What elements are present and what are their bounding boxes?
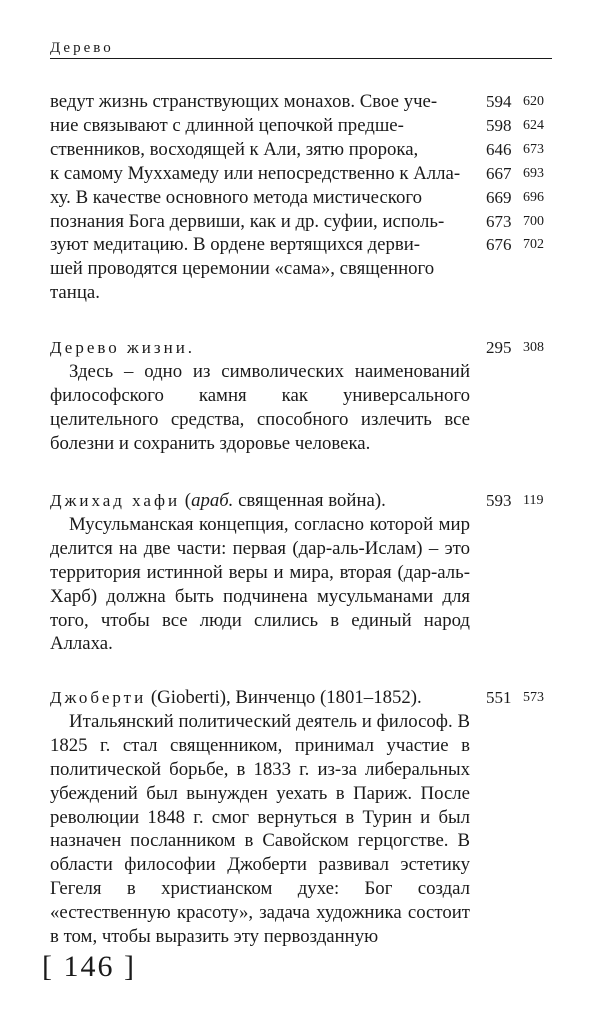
- entry-text: Джихад хафи (араб. священная война). Мусульманская концепция, согласно которой мир делится на две части: первая (дар-аль-Ислам) – это территория истинной веры и мира, вторая (дар-аль-Харб) должна быть подчинена мусульманами для того, чтобы все люди слились в единый народ Аллаха.: [50, 490, 470, 655]
- text-line: ственников, восходящей к Али, зятю пророка,: [50, 138, 419, 160]
- entry-headword: Джихад хафи: [50, 491, 181, 510]
- ref-row: [486, 186, 556, 210]
- entry-headword: Джоберти: [50, 688, 147, 707]
- ref-page-secondary: 696: [523, 189, 544, 205]
- ref-page: 551: [486, 688, 512, 707]
- text-line: ху. В качестве основного метода мистического: [50, 186, 422, 208]
- page-number: [ 146 ]: [42, 950, 136, 983]
- page-refs: [486, 336, 556, 360]
- entry-head-rest: (Gioberti), Винченцо (1801–1852).: [150, 687, 422, 708]
- ref-page: 594: [486, 92, 512, 111]
- entry-text: [50, 686, 470, 949]
- entry-lang: араб.: [191, 490, 234, 511]
- text-line: ведут жизнь странствующих монахов. Свое уче-: [50, 91, 438, 112]
- entry-body: Мусульманская концепция, согласно которой мир делится на две части: первая (дар-аль-Ислам) – это территория истинной веры и мира, вторая (дар-аль-Харб) должна быть подчинена мусульманами для того, чтобы все люди слились в единый народ Аллаха.: [50, 513, 470, 655]
- ref-page: 676: [486, 235, 512, 255]
- entry-body: Здесь – одно из символических наименований философского камня как универсального целительного средства, способного излечить все болезни и сохранить здоровье человека.: [50, 360, 470, 454]
- ref-row: [486, 90, 556, 114]
- ref-page: 295: [486, 338, 512, 357]
- text-line: ние связывают с длинной цепочкой предше-: [50, 114, 404, 136]
- entry-derevo-zhizni: [50, 336, 552, 454]
- entry-dzhoberti: [50, 686, 552, 948]
- page-refs: [486, 686, 556, 710]
- ref-page-secondary: 119: [523, 493, 544, 508]
- ref-page-secondary: 573: [523, 690, 544, 705]
- ref-page-secondary: 700: [523, 213, 544, 229]
- ref-page-secondary: 308: [523, 340, 544, 355]
- ref-page-secondary: 702: [523, 237, 544, 253]
- ref-page-secondary: 620: [523, 94, 544, 109]
- page-refs: [486, 489, 556, 513]
- entry-gloss: священная война).: [238, 490, 386, 511]
- running-header: Дерево: [50, 40, 114, 56]
- text-line: зуют медитацию. В ордене вертящихся дерви-: [50, 234, 421, 256]
- text-line: шей проводятся церемонии «сама», священного: [50, 258, 435, 280]
- ref-row: [486, 336, 556, 360]
- entry-dervishi: [50, 90, 552, 310]
- entry-body: Итальянский политический деятель и философ. В 1825 г. стал священником, принимал участие в политической борьбе, в 1833 г. из-за либеральных убеждений был вынужден уехать в Париж. После революции 1848 г. смог вернуться в Турин и был назначен посланником в Савойском герцогстве. В области философии Джоберти развивал эстетику Гегеля в христианском духе: Бог создал «естественную красоту», задача художника состоит в том, чтобы выразить эту первозданную: [50, 710, 470, 948]
- ref-row: [486, 138, 556, 162]
- ref-page-secondary: 693: [523, 165, 544, 181]
- ref-page-secondary: 673: [523, 141, 544, 157]
- ref-page: 593: [486, 491, 512, 510]
- ref-page: 673: [486, 211, 512, 231]
- ref-row: [486, 162, 556, 186]
- entry-text: [50, 90, 470, 305]
- ref-row: [486, 489, 556, 513]
- page-refs: [486, 90, 556, 257]
- entry-headword: Дерево жизни.: [50, 338, 196, 357]
- text-line: познания Бога дервиши, как и др. суфии, исполь-: [50, 210, 445, 232]
- ref-row: [486, 686, 556, 710]
- ref-page: 598: [486, 115, 512, 135]
- text-line: к самому Муххамеду или непосредственно к Алла-: [50, 162, 461, 184]
- text-line: танца.: [50, 282, 100, 304]
- entry-text: [50, 336, 470, 456]
- ref-row: [486, 210, 556, 234]
- ref-page: 646: [486, 139, 512, 159]
- ref-row: [486, 233, 556, 257]
- header-rule: [50, 58, 552, 59]
- ref-page: 667: [486, 163, 512, 183]
- ref-row: [486, 114, 556, 138]
- ref-page: 669: [486, 187, 512, 207]
- ref-page-secondary: 624: [523, 117, 544, 133]
- entry-dzhihad-hafi: [50, 489, 552, 655]
